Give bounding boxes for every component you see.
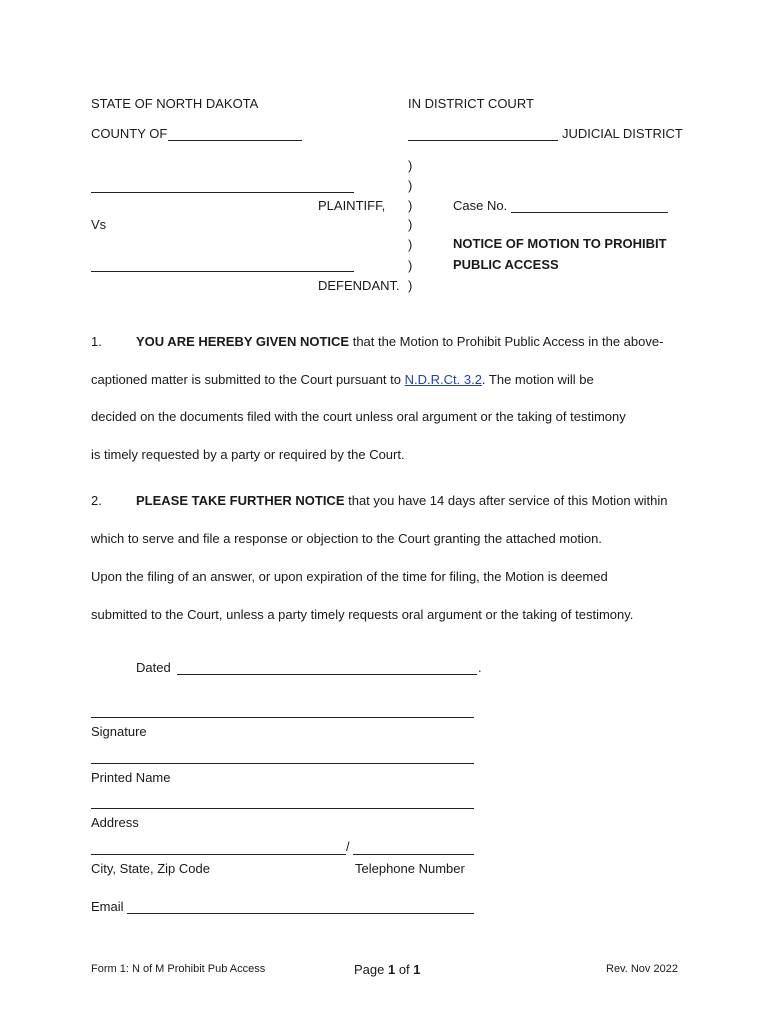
- paragraph-1-line3: decided on the documents filed with the court unless oral argument or the taking of testimony: [91, 409, 626, 424]
- paragraph-1-line2-end: . The motion will be: [481, 372, 594, 387]
- paragraph-1-line2: [91, 372, 594, 387]
- address-label: Address: [91, 815, 139, 830]
- caption-paren: ): [408, 237, 413, 252]
- defendant-label: DEFENDANT.: [318, 278, 400, 293]
- printed-name-field-line[interactable]: [91, 763, 474, 764]
- city-state-zip-label: City, State, Zip Code: [91, 861, 210, 876]
- county-field-line[interactable]: [168, 140, 302, 141]
- state-name: STATE OF NORTH DAKOTA: [91, 96, 259, 111]
- dated-label: Dated: [136, 660, 171, 675]
- notice-title-line1: NOTICE OF MOTION TO PROHIBIT: [453, 236, 667, 251]
- county-label: COUNTY OF: [91, 126, 168, 141]
- email-field-line[interactable]: [127, 913, 474, 914]
- signature-label: Signature: [91, 724, 147, 739]
- paragraph-2-line1: [136, 493, 668, 508]
- footer-page-number: [354, 962, 421, 977]
- printed-name-label: Printed Name: [91, 770, 171, 785]
- paragraph-1-number: 1.: [91, 334, 102, 349]
- page-current: 1: [387, 962, 396, 977]
- footer-revision: Rev. Nov 2022: [606, 963, 678, 975]
- caption-paren: ): [408, 178, 413, 193]
- caption-paren: ): [408, 258, 413, 273]
- plaintiff-name-line[interactable]: [91, 192, 354, 193]
- footer-form-name: Form 1: N of M Prohibit Pub Access: [91, 963, 266, 975]
- judicial-district-label: JUDICIAL DISTRICT: [562, 126, 683, 141]
- page-of: of: [395, 962, 414, 977]
- city-state-zip-field-line[interactable]: [91, 854, 346, 855]
- paragraph-1-line1: [136, 334, 663, 349]
- defendant-name-line[interactable]: [91, 271, 354, 272]
- paragraph-2-number: 2.: [91, 493, 102, 508]
- telephone-label: Telephone Number: [355, 861, 465, 876]
- plaintiff-label: PLAINTIFF,: [318, 198, 386, 213]
- paragraph-1-line4: is timely requested by a party or required by the Court.: [91, 447, 405, 462]
- email-label: Email: [91, 899, 124, 914]
- vs-label: Vs: [91, 217, 107, 232]
- page-prefix: Page: [354, 962, 388, 977]
- paragraph-2-line1-text: that you have 14 days after service of this Motion within: [344, 493, 668, 508]
- rule-reference-link[interactable]: N.D.R.Ct. 3.2: [404, 372, 482, 387]
- date-field-line[interactable]: [177, 674, 477, 675]
- paragraph-1-line2-text: captioned matter is submitted to the Court pursuant to: [91, 372, 405, 387]
- case-no-field-line[interactable]: [511, 212, 668, 213]
- paragraph-2-line3: Upon the filing of an answer, or upon expiration of the time for filing, the Motion is deemed: [91, 569, 608, 584]
- paragraph-2-emphasis: PLEASE TAKE FURTHER NOTICE: [136, 493, 345, 508]
- slash-separator: /: [346, 839, 350, 854]
- court-name: IN DISTRICT COURT: [408, 96, 534, 111]
- caption-paren: ): [408, 217, 413, 232]
- paragraph-2-line2: which to serve and file a response or objection to the Court granting the attached motion.: [91, 531, 602, 546]
- paragraph-1-line1-text: that the Motion to Prohibit Public Access in the above-: [349, 334, 664, 349]
- paragraph-2-line4: submitted to the Court, unless a party timely requests oral argument or the taking of testimony.: [91, 607, 634, 622]
- signature-field-line[interactable]: [91, 717, 474, 718]
- telephone-field-line[interactable]: [353, 854, 474, 855]
- notice-title-line2: PUBLIC ACCESS: [453, 257, 559, 272]
- judicial-district-field-line[interactable]: [408, 140, 558, 141]
- address-field-line[interactable]: [91, 808, 474, 809]
- caption-paren: ): [408, 198, 413, 213]
- caption-paren: ): [408, 158, 413, 173]
- case-no-label: Case No.: [453, 198, 508, 213]
- paragraph-1-emphasis: YOU ARE HEREBY GIVEN NOTICE: [136, 334, 350, 349]
- page-total: 1: [413, 962, 421, 977]
- caption-paren: ): [408, 278, 413, 293]
- dated-period: .: [478, 660, 482, 675]
